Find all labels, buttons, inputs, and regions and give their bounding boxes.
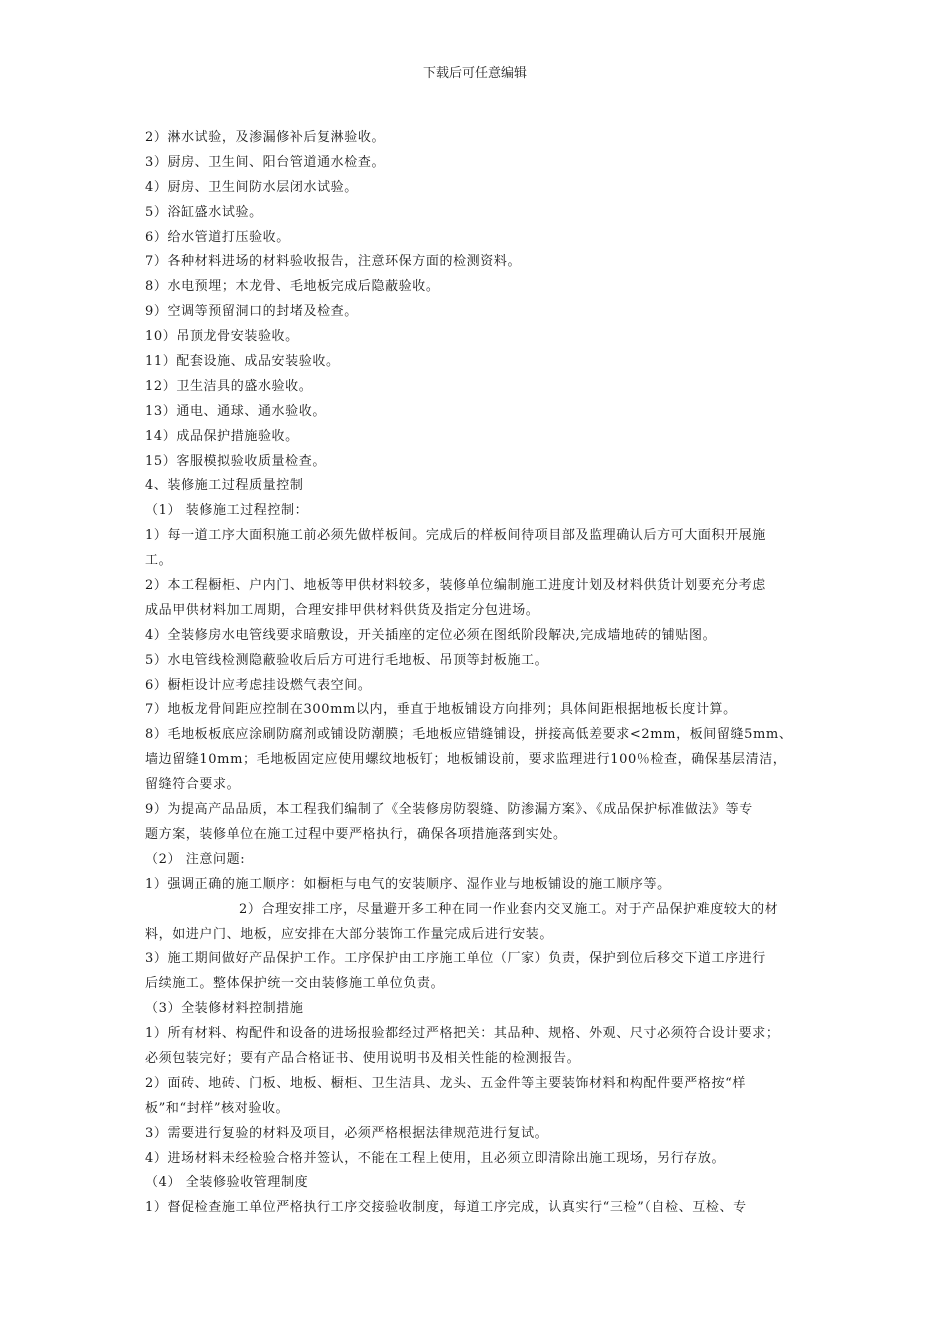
text-line: 7）各种材料进场的材料验收报告，注意环保方面的检测资料。	[145, 254, 522, 270]
text-line: 3）需要进行复验的材料及项目，必须严格根据法律规范进行复试。	[145, 1125, 549, 1141]
text-line: 15）客服模拟验收质量检查。	[145, 453, 326, 469]
text-line: 12）卫生洁具的盛水验收。	[145, 378, 313, 394]
text-line: 6）给水管道打压验收。	[145, 229, 290, 245]
text-line: 13）通电、通球、通水验收。	[145, 403, 326, 419]
text-line: 7）地板龙骨间距应控制在300mm以内，垂直于地板铺设方向排列；具体间距根据地板长度计算。	[145, 702, 737, 718]
text-line: 10）吊顶龙骨安装验收。	[145, 329, 299, 345]
text-line: 2）合理安排工序，尽量避开多工种在同一作业套内交叉施工。对于产品保护难度较大的材	[239, 901, 779, 917]
document-body	[145, 126, 805, 1221]
text-line: 1）强调正确的施工顺序：如橱柜与电气的安装顺序、湿作业与地板铺设的施工顺序等。	[145, 876, 671, 892]
text-line: 成品甲供材料加工周期，合理安排甲供材料供货及指定分包进场。	[145, 602, 540, 618]
text-line: （1） 装修施工过程控制：	[145, 503, 309, 519]
page-header: 下载后可任意编辑	[422, 66, 527, 81]
text-line: 1）每一道工序大面积施工前必须先做样板间。完成后的样板间待项目部及监理确认后方可大面积开展施	[145, 528, 766, 544]
text-line: 5）水电管线检测隐蔽验收后后方可进行毛地板、吊顶等封板施工。	[145, 652, 549, 668]
text-line: 14）成品保护措施验收。	[145, 428, 299, 444]
text-line: 题方案，装修单位在施工过程中要严格执行，确保各项措施落到实处。	[145, 826, 567, 842]
text-line: 留缝符合要求。	[145, 777, 241, 793]
text-line: 3）施工期间做好产品保护工作。工序保护由工序施工单位（厂家）负责，保护到位后移交下道工序进行	[145, 951, 766, 967]
text-line: 后续施工。整体保护统一交由装修施工单位负责。	[145, 976, 445, 992]
text-line: 2）本工程橱柜、户内门、地板等甲供材料较多，装修单位编制施工进度计划及材料供货计划要充分考虑	[145, 578, 766, 594]
text-line: 工。	[145, 553, 173, 569]
text-line: 4）进场材料未经检验合格并签认，不能在工程上使用，且必须立即清除出施工现场，另行存放。	[145, 1150, 726, 1166]
text-line: 11）配套设施、成品安装验收。	[145, 354, 340, 370]
text-line: 板”和“封样”核对验收。	[145, 1100, 290, 1116]
text-line: 必须包装完好；要有产品合格证书、使用说明书及相关性能的检测报告。	[145, 1050, 581, 1066]
text-line: 1）所有材料、构配件和设备的进场报验都经过严格把关：其品种、规格、外观、尺寸必须符合设计要求；	[145, 1026, 780, 1042]
text-line: 3）厨房、卫生间、阳台管道通水检查。	[145, 154, 386, 170]
text-line: 4、装修施工过程质量控制	[145, 478, 304, 494]
text-line: 2）淋水试验，及渗漏修补后复淋验收。	[145, 130, 386, 145]
text-line: 4）厨房、卫生间防水层闭水试验。	[145, 179, 358, 195]
text-line: （4） 全装修验收管理制度	[145, 1175, 309, 1191]
text-line: 4）全装修房水电管线要求暗敷设，开关插座的定位必须在图纸阶段解决,完成墙地砖的铺贴图。	[145, 627, 717, 643]
text-line: （2） 注意问题:	[145, 851, 246, 867]
text-line: 8）水电预埋；木龙骨、毛地板完成后隐蔽验收。	[145, 279, 440, 295]
text-line: 9）为提高产品品质，本工程我们编制了《全装修房防裂缝、防渗漏方案》、《成品保护标准做法》等专	[145, 802, 753, 818]
text-line: 9）空调等预留洞口的封堵及检查。	[145, 304, 358, 320]
text-line: （3）全装修材料控制措施	[145, 1001, 304, 1017]
text-line: 2）面砖、地砖、门板、地板、橱柜、卫生洁具、龙头、五金件等主要装饰材料和构配件要严格按“样	[145, 1075, 746, 1091]
text-line: 料，如进户门、地板，应安排在大部分装饰工作量完成后进行安装。	[145, 926, 554, 942]
text-line: 6）橱柜设计应考虑挂设燃气表空间。	[145, 677, 372, 693]
text-line: 8）毛地板板底应涂刷防腐剂或铺设防潮膜；毛地板应错缝铺设，拼接高低差要求<2mm，板间留缝5mm、	[145, 727, 793, 743]
text-line: 墙边留缝10mm；毛地板固定应使用螺纹地板钉；地板铺设前，要求监理进行100％检查，确保基层清洁，	[145, 752, 787, 768]
text-line: 1）督促检查施工单位严格执行工序交接验收制度，每道工序完成，认真实行“三检”（自检、互检、专	[145, 1200, 747, 1216]
text-line: 5）浴缸盛水试验。	[145, 204, 263, 220]
